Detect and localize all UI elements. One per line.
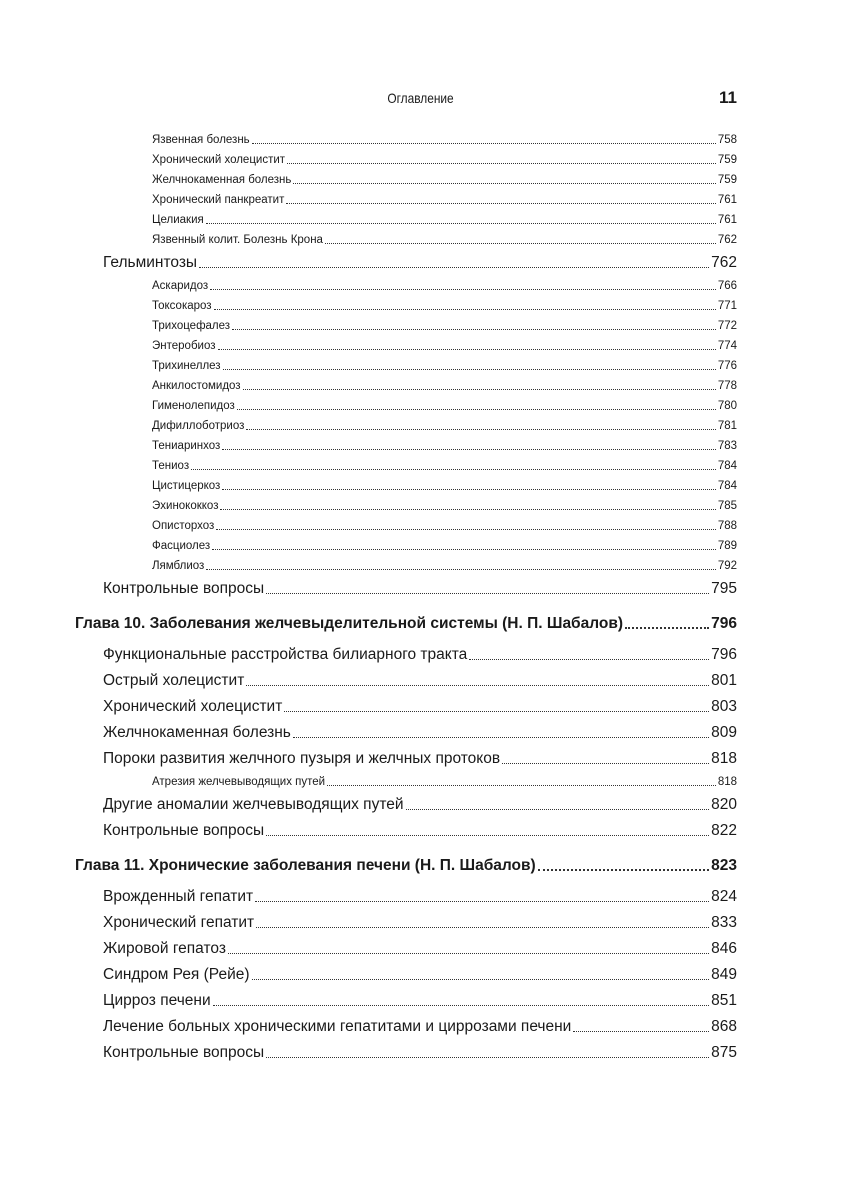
entry-title: Целиакия (152, 214, 204, 226)
entry-title: Хронический холецистит (152, 154, 286, 166)
dot-leader (266, 835, 709, 836)
toc-entry (152, 336, 737, 356)
dot-leader (243, 389, 716, 390)
dot-leader (406, 809, 710, 810)
entry-page-number: 851 (711, 992, 737, 1009)
entry-title: Тениаринхоз (152, 440, 221, 452)
dot-leader (246, 429, 715, 430)
toc-entry (103, 884, 737, 910)
entry-page-number: 824 (711, 888, 737, 905)
entry-title: Желчнокаменная болезнь (103, 724, 291, 741)
dot-leader (255, 901, 709, 902)
entry-title: Гельминтозы (103, 254, 198, 271)
toc-entry (103, 792, 737, 818)
entry-title: Энтеробиоз (152, 340, 216, 352)
dot-leader (266, 593, 709, 594)
toc-entry (103, 818, 737, 844)
entry-page-number: 803 (711, 698, 737, 715)
entry-title: Язвенный колит. Болезнь Крона (152, 234, 323, 246)
entry-title: Трихоцефалез (152, 320, 231, 332)
entry-title: Тениоз (152, 460, 190, 472)
dot-leader (625, 627, 709, 629)
toc-entry (152, 416, 737, 436)
entry-page-number: 758 (717, 134, 737, 146)
entry-title: Врожденный гепатит (103, 888, 254, 905)
entry-title: Глава 11. Хронические заболевания печени (Н. П. Шабалов) (75, 857, 536, 874)
toc-entry (103, 720, 737, 746)
toc-entry (152, 130, 737, 150)
dot-leader (222, 449, 716, 450)
toc-entry (152, 230, 737, 250)
dot-leader (213, 1005, 709, 1006)
entry-page-number: 771 (717, 300, 737, 312)
entry-page-number: 822 (711, 822, 737, 839)
entry-title: Лямблиоз (152, 560, 205, 572)
dot-leader (220, 509, 715, 510)
entry-title: Синдром Рея (Рейе) (103, 966, 250, 983)
entry-page-number: 762 (711, 254, 737, 271)
dot-leader (218, 349, 716, 350)
entry-page-number: 820 (711, 796, 737, 813)
toc-entry (152, 296, 737, 316)
entry-page-number: 818 (711, 750, 737, 767)
entry-title: Фасциолез (152, 540, 211, 552)
entry-page-number: 846 (711, 940, 737, 957)
dot-leader (256, 927, 709, 928)
dot-leader (266, 1057, 709, 1058)
entry-page-number: 788 (717, 520, 737, 532)
toc-entry (152, 476, 737, 496)
entry-page-number: 766 (717, 280, 737, 292)
dot-leader (293, 183, 715, 184)
toc-entry (152, 496, 737, 516)
dot-leader (206, 223, 716, 224)
toc-entry (103, 1014, 737, 1040)
toc-chapter-entry (75, 606, 737, 642)
dot-leader (327, 785, 716, 786)
entry-page-number: 772 (717, 320, 737, 332)
entry-title: Желчнокаменная болезнь (152, 174, 292, 186)
dot-leader (223, 369, 716, 370)
entry-page-number: 774 (717, 340, 737, 352)
entry-page-number: 809 (711, 724, 737, 741)
entry-title: Язвенная болезнь (152, 134, 250, 146)
entry-page-number: 849 (711, 966, 737, 983)
toc-entry (152, 316, 737, 336)
dot-leader (237, 409, 716, 410)
entry-page-number: 795 (711, 580, 737, 597)
entry-title: Другие аномалии желчевыводящих путей (103, 796, 404, 813)
dot-leader (284, 711, 709, 712)
entry-page-number: 875 (711, 1044, 737, 1061)
toc-entry (152, 376, 737, 396)
toc-entry (103, 250, 737, 276)
entry-title: Токсокароз (152, 300, 212, 312)
toc-entry (152, 356, 737, 376)
dot-leader (469, 659, 709, 660)
dot-leader (232, 329, 716, 330)
entry-page-number: 789 (717, 540, 737, 552)
entry-title: Функциональные расстройства билиарного тракта (103, 646, 468, 663)
page-number: 11 (719, 88, 737, 107)
toc-entry (103, 988, 737, 1014)
dot-leader (252, 143, 716, 144)
toc-entry (103, 576, 737, 602)
toc-entry (103, 746, 737, 772)
entry-title: Контрольные вопросы (103, 580, 265, 597)
entry-title: Дифиллоботриоз (152, 420, 245, 432)
entry-title: Глава 10. Заболевания желчевыделительной системы (Н. П. Шабалов) (75, 615, 624, 632)
dot-leader (210, 289, 716, 290)
dot-leader (222, 489, 715, 490)
entry-page-number: 778 (717, 380, 737, 392)
dot-leader (502, 763, 709, 764)
toc-chapter-entry (75, 848, 737, 884)
toc-entry (152, 772, 737, 792)
entry-title: Эхинококкоз (152, 500, 219, 512)
entry-page-number: 868 (711, 1018, 737, 1035)
entry-title: Хронический холецистит (103, 698, 283, 715)
entry-title: Контрольные вопросы (103, 822, 265, 839)
entry-title: Контрольные вопросы (103, 1044, 265, 1061)
dot-leader (252, 979, 710, 980)
dot-leader (206, 569, 716, 570)
toc-entry (152, 396, 737, 416)
entry-title: Цистицеркоз (152, 480, 221, 492)
entry-page-number: 783 (717, 440, 737, 452)
entry-title: Хронический панкреатит (152, 194, 285, 206)
dot-leader (214, 309, 716, 310)
entry-title: Анкилостомидоз (152, 380, 241, 392)
entry-page-number: 818 (717, 776, 737, 788)
entry-page-number: 761 (717, 194, 737, 206)
toc-entry (103, 668, 737, 694)
dot-leader (286, 203, 715, 204)
entry-page-number: 784 (717, 480, 737, 492)
toc-entry (152, 456, 737, 476)
toc-entry (152, 556, 737, 576)
entry-title: Пороки развития желчного пузыря и желчных протоков (103, 750, 501, 767)
entry-page-number: 776 (717, 360, 737, 372)
toc-entry (152, 276, 737, 296)
entry-page-number: 759 (717, 154, 737, 166)
dot-leader (573, 1031, 709, 1032)
entry-page-number: 833 (711, 914, 737, 931)
entry-page-number: 780 (717, 400, 737, 412)
entry-title: Цирроз печени (103, 992, 211, 1009)
entry-title: Острый холецистит (103, 672, 245, 689)
toc-entry (152, 210, 737, 230)
entry-title: Трихинеллез (152, 360, 221, 372)
entry-title: Хронический гепатит (103, 914, 255, 931)
dot-leader (216, 529, 716, 530)
entry-title: Жировой гепатоз (103, 940, 226, 957)
entry-page-number: 781 (717, 420, 737, 432)
dot-leader (287, 163, 716, 164)
entry-page-number: 792 (717, 560, 737, 572)
entry-page-number: 761 (717, 214, 737, 226)
dot-leader (538, 869, 709, 871)
entry-page-number: 785 (717, 500, 737, 512)
dot-leader (212, 549, 716, 550)
dot-leader (191, 469, 716, 470)
toc-entry (103, 936, 737, 962)
dot-leader (293, 737, 709, 738)
toc-entry (103, 910, 737, 936)
entry-title: Лечение больных хроническими гепатитами и циррозами печени (103, 1018, 572, 1035)
entry-page-number: 759 (717, 174, 737, 186)
toc-entry (103, 642, 737, 668)
dot-leader (246, 685, 709, 686)
entry-title: Гименолепидоз (152, 400, 235, 412)
toc-entry (152, 190, 737, 210)
dot-leader (228, 953, 709, 954)
table-of-contents (0, 130, 841, 1066)
toc-entry (152, 150, 737, 170)
toc-entry (152, 170, 737, 190)
toc-entry (103, 962, 737, 988)
toc-entry (103, 694, 737, 720)
dot-leader (325, 243, 716, 244)
toc-entry (103, 1040, 737, 1066)
entry-page-number: 784 (717, 460, 737, 472)
entry-title: Аскаридоз (152, 280, 209, 292)
entry-page-number: 762 (717, 234, 737, 246)
toc-entry (152, 516, 737, 536)
entry-title: Атрезия желчевыводящих путей (152, 776, 326, 788)
toc-entry (152, 436, 737, 456)
entry-page-number: 801 (711, 672, 737, 689)
toc-entry (152, 536, 737, 556)
dot-leader (199, 267, 709, 268)
entry-page-number: 796 (711, 615, 737, 632)
running-header-title: Оглавление (387, 90, 454, 106)
entry-page-number: 796 (711, 646, 737, 663)
entry-page-number: 823 (711, 857, 737, 874)
entry-title: Описторхоз (152, 520, 215, 532)
